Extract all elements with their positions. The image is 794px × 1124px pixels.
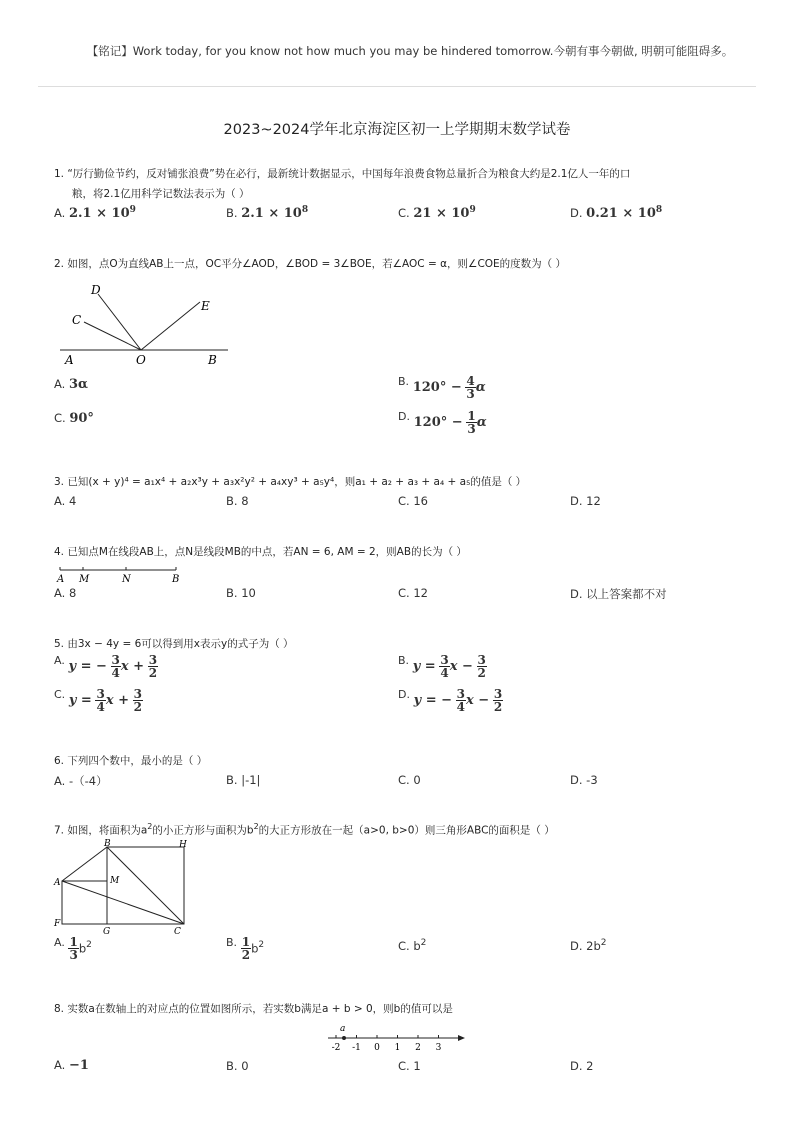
q7-option-d[interactable]: D. $2b^2$	[570, 938, 607, 953]
label-a: A	[54, 878, 61, 888]
axis-tick-label: 2	[415, 1043, 421, 1053]
q6-option-c[interactable]: C. 0	[398, 773, 421, 787]
fraction: $\frac{3}{2}$	[493, 687, 503, 714]
axis-tick-label: -2	[331, 1043, 341, 1053]
option-label: C.	[398, 205, 410, 220]
option-label: C.	[398, 938, 410, 953]
label-d: D	[91, 283, 101, 297]
q8-option-d[interactable]: D. 2	[570, 1059, 594, 1073]
label-m: M	[110, 876, 120, 886]
option-label: C.	[54, 688, 66, 701]
axis-tick-label: 1	[394, 1043, 401, 1053]
label-point-a: a	[340, 1024, 346, 1034]
q7-option-a[interactable]: A. $\frac{1}{3}$ $b^2$	[54, 935, 92, 962]
q1-option-d[interactable]	[570, 205, 662, 221]
label-o: O	[136, 353, 146, 367]
option-label: D.	[398, 688, 410, 701]
label-e: E	[201, 299, 210, 313]
expr-part: 120° −	[413, 415, 463, 430]
label-b: B	[208, 353, 217, 367]
header-divider	[38, 86, 756, 87]
ray-od	[98, 294, 141, 350]
q8-option-c[interactable]: C. 1	[398, 1059, 421, 1073]
label-h: H	[179, 840, 187, 850]
label-c: C	[72, 313, 82, 327]
expr-part: y = −	[68, 659, 107, 674]
segment-ab	[62, 847, 107, 881]
option-value: 3α	[68, 377, 89, 392]
q8-number-line	[322, 1021, 470, 1053]
q3-option-c[interactable]: C. 16	[398, 494, 428, 508]
option-label: A.	[54, 377, 66, 391]
fraction: $\frac{1}{2}$	[241, 935, 251, 962]
motto: 【铭记】Work today, for you know not how much you may be hindered tomorrow.今朝有事今朝做, 明朝可能阻碍多。	[86, 44, 734, 58]
axis-tick-label: 0	[374, 1043, 380, 1053]
q4-stem: 4. 已知点M在线段AB上，点N是线段MB的中点，若AN = 6, AM = 2，则AB的长为（ ）	[54, 546, 467, 558]
fraction: $\frac{1}{3}$	[467, 409, 476, 436]
q8-stem: 8. 实数a在数轴上的对应点的位置如图所示，若实数b满足a + b > 0，则b的值可以是	[54, 1003, 453, 1015]
q7-stem: 7. 如图，将面积为$a^2$的小正方形与面积为$b^2$的大正方形放在一起（a>0, b>0）则三角形ABC的面积是（ ）	[54, 822, 555, 837]
label-a: A	[57, 574, 65, 584]
q2-angle-figure	[56, 280, 236, 370]
page-title: 2023~2024学年北京海淀区初一上学期期末数学试卷	[223, 122, 571, 138]
option-value: 0.21 × 10	[586, 205, 656, 221]
option-value: 2b	[586, 938, 601, 953]
option-value: b	[413, 938, 421, 953]
option-label: B.	[226, 205, 238, 220]
option-label: A.	[54, 936, 65, 949]
fraction: $\frac{3}{2}$	[133, 687, 143, 714]
q1-option-b[interactable]	[226, 205, 308, 221]
q6-option-a[interactable]: A. -（-4）	[54, 774, 108, 788]
option-label: B.	[398, 654, 410, 667]
q3-option-d[interactable]: D. 12	[570, 494, 601, 508]
label-m: M	[79, 574, 90, 584]
q6-stem: 6. 下列四个数中，最小的是（ ）	[54, 755, 208, 767]
fraction: $\frac{3}{4}$	[96, 687, 105, 714]
fraction: $\frac{3}{4}$	[111, 653, 120, 680]
expr-part: y = −	[413, 693, 453, 708]
q3-stem: 3. 已知(x + y)⁴ = a₁x⁴ + a₂x³y + a₃x²y² + a₄xy³ + a₅y⁴，则a₁ + a₂ + a₃ + a₄ + a₅的值是（ ）	[54, 476, 527, 488]
exponent: 8	[301, 205, 309, 215]
option-value: 2.1 × 10	[68, 205, 130, 221]
option-value: 2.1 × 10	[241, 205, 302, 221]
q4-option-b[interactable]: B. 10	[226, 586, 256, 600]
expr-part: x −	[466, 693, 490, 708]
option-label: A.	[54, 654, 65, 667]
q2-stem: 2. 如图，点O为直线AB上一点，OC平分∠AOD，∠BOD = 3∠BOE，若∠AOC = α，则∠COE的度数为（ ）	[54, 258, 567, 270]
q1-option-c[interactable]	[398, 205, 476, 221]
q1-stem-line1: 1. “厉行勤俭节约，反对铺张浪费”势在必行，最新统计数据显示，中国每年浪费食物总量折合为粮食大约是2.1亿人一年的口	[54, 168, 631, 180]
q7-option-b[interactable]: B. $\frac{1}{2}$ $b^2$	[226, 935, 265, 962]
point-a	[342, 1036, 346, 1040]
q3-option-b[interactable]: B. 8	[226, 494, 249, 508]
q2-option-d[interactable]	[398, 410, 487, 435]
q2-option-b[interactable]	[398, 375, 486, 400]
label-b: B	[172, 574, 180, 584]
expr-part: x +	[120, 659, 145, 674]
option-label: D.	[398, 410, 410, 423]
fraction: $\frac{3}{2}$	[148, 653, 158, 680]
q5-option-a[interactable]	[54, 654, 158, 679]
q5-stem: 5. 由3x − 4y = 6可以得到用x表示y的式子为（ ）	[54, 638, 294, 650]
q6-option-d[interactable]: D. -3	[570, 773, 598, 787]
q5-option-b[interactable]	[398, 654, 487, 679]
exponent: 9	[469, 205, 476, 215]
q4-option-d[interactable]: D. 以上答案都不对	[570, 587, 667, 601]
expr-part: α	[475, 380, 486, 395]
option-label: D.	[570, 938, 583, 953]
q2-option-c[interactable]	[54, 411, 94, 426]
option-value: 21 × 10	[413, 205, 470, 221]
axis-tick-label: -1	[352, 1043, 361, 1053]
q5-option-d[interactable]	[398, 688, 503, 713]
exponent: 9	[129, 205, 136, 215]
q3-option-a[interactable]: A. 4	[54, 494, 77, 508]
axis-arrow	[458, 1035, 465, 1041]
label-c: C	[174, 927, 181, 936]
option-label: B.	[398, 375, 410, 388]
q4-option-a[interactable]: A. 8	[54, 586, 77, 600]
option-label: B.	[226, 936, 238, 949]
fraction: $\frac{3}{2}$	[477, 653, 486, 680]
expr-part: 120° −	[412, 380, 462, 395]
expr-part: x −	[449, 659, 473, 674]
axis-tick-label: 3	[435, 1043, 442, 1053]
segment-ac	[62, 881, 184, 924]
fraction: $\frac{3}{4}$	[456, 687, 466, 714]
expr-part: y =	[412, 659, 436, 674]
expr-part: x +	[105, 693, 130, 708]
label-a: A	[65, 353, 74, 367]
fraction: $\frac{4}{3}$	[466, 374, 475, 401]
fraction: $\frac{3}{4}$	[440, 653, 449, 680]
q1-option-a[interactable]	[54, 205, 136, 221]
label-b: B	[104, 839, 111, 849]
ray-oe	[141, 302, 200, 350]
option-value: −1	[68, 1058, 89, 1073]
q7-option-c[interactable]: C. $b^2$	[398, 938, 427, 953]
fraction: $\frac{1}{3}$	[69, 935, 78, 962]
label-g: G	[103, 927, 111, 936]
exponent: 8	[655, 205, 663, 215]
q2-option-a[interactable]	[54, 377, 88, 392]
option-value: 90°	[69, 411, 94, 426]
q4-segment-figure	[54, 562, 184, 584]
q4-option-c[interactable]: C. 12	[398, 586, 428, 600]
label-f: F	[54, 919, 61, 929]
q8-option-a[interactable]	[54, 1058, 89, 1073]
option-label: C.	[54, 411, 66, 425]
option-label: D.	[570, 205, 583, 220]
option-label: A.	[54, 205, 66, 220]
small-square	[62, 881, 107, 924]
expr-part: y =	[68, 693, 92, 708]
label-n: N	[122, 574, 131, 584]
expr-part: α	[476, 415, 487, 430]
ray-oc	[84, 322, 141, 350]
q7-squares-figure	[52, 836, 198, 936]
q6-option-b[interactable]: B. |-1|	[226, 773, 261, 787]
q8-option-b[interactable]: B. 0	[226, 1059, 249, 1073]
q5-option-c[interactable]	[54, 688, 143, 713]
q1-stem-line2: 粮，将2.1亿用科学记数法表示为（ ）	[72, 188, 250, 200]
option-label: A.	[54, 1058, 66, 1072]
